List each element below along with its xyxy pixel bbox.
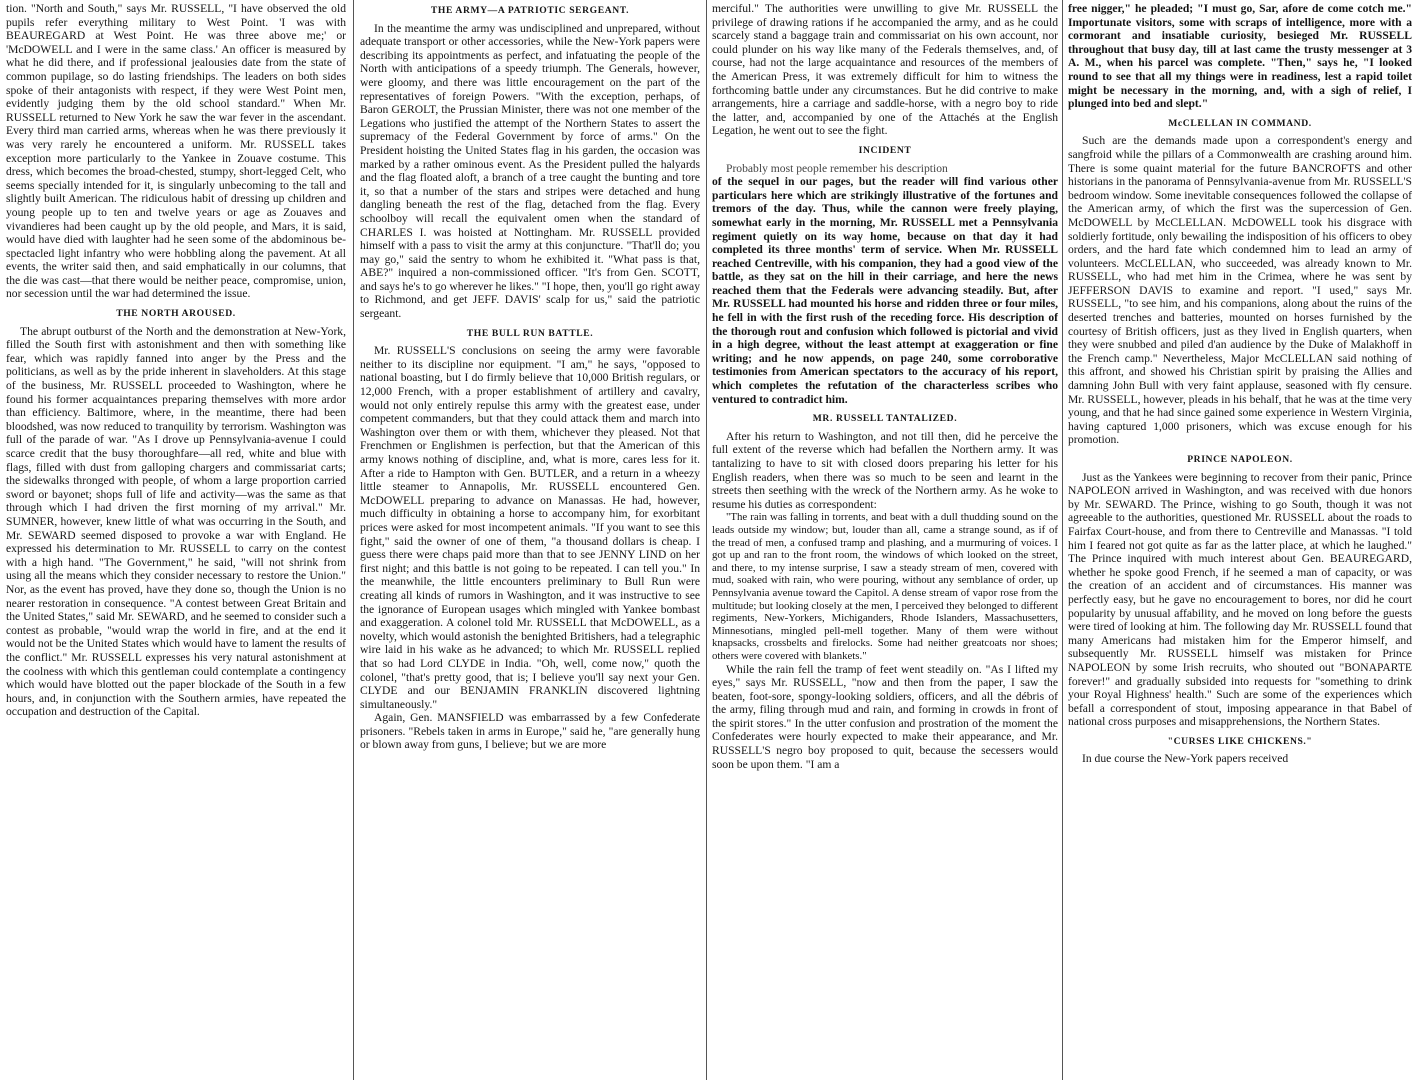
paragraph: tion. "North and South," says Mr. RUSSELL, "I have observed the old pupils refer everything military to West Point. 'I was with BEAUREGARD at West Point. He was three above me;' or 'McDOWELL and I were in the same class.' An officer is measured by what he did there, and if professional jealousies date from the state of common pupilage, so do lasting friendships. The leaders on both sides spoke of their antagonists with respect, if they were West Point men, evidently judging them by the old school standard." When Mr. RUSSELL returned to New York he saw the war fever in the ascendant. Every third man carried arms, whereas when he was there previously it was very rarely he encountered a uniform. Mr. RUSSELL takes exception more particularly to the Yankee in Zouave costume. This dress, which becomes the broad-chested, stumpy, short-legged Celt, who seems specially intended for it, is singularly unbecoming to the tall and slightly built American. The ridiculous habit of dressing up children and young people up to ten and twelve years or age as Zouaves and vivandieres had been caught up by the old people, and Mars, it is said, would have died with laughter had he seen some of the abdominous be-spectacled light infantry who were hobbling along the pavement. At all events, the writer said then, and said emphatically in our columns, that the die was cast—that there would be neither peace, compromise, union, nor secession until the war had determined the issue. <box>6 2 346 301</box>
column-rule <box>1062 0 1063 1080</box>
paragraph: The abrupt outburst of the North and the demonstration at New-York, filled the South first with astonishment and then with something like fear, which was rapidly fanned into anger by the Press and the politicians, as well as by the pride inherent in slaveholders. At this stage of the business, Mr. RUSSELL proceeded to Washington, where he found his former acquaintances preparing themselves with more ardor than efficiency. Baltimore, where, in the meantime, there had been bloodshed, was now reduced to tranquility by terrorism. Washington was full of the parade of war. "As I drove up Pennsylvania-avenue I could scarce credit that the busy thoroughfare—all red, white and blue with flags, filled with dust from galloping chargers and commissariat carts; the sidewalks thronged with people, of whom a large proportion carried sword or bayonet; shops full of life and activity—was the same as that through which I had driven the first morning of my arrival." Mr. SUMNER, however, knew little of what was occurring in the South, and Mr. SEWARD seemed disposed to provoke a war with England. He expressed his determination to Mr. RUSSELL to carry on the contest with a high hand. "The Government," he said, "will not shrink from using all the means which they consider necessary to restore the Union." Nor, as the event has proved, have they done so, though the Union is no nearer restoration in consequence. "A contest between Great Britain and the United States," said Mr. SEWARD, and he seemed to consider such a contest as probable, "would wrap the world in fire, and at the end it would not be the United States which would have to lament the results of the conflict." Mr. RUSSELL expresses his very natural astonishment at the coolness with which this gentleman could contemplate a contingency which would have blotted out the paper blockade of the South in a few hours, and, in conjunction with the Southern armies, have repeated the occupation and destruction of the Capital. <box>6 324 346 719</box>
section-heading: MR. RUSSELL TANTALIZED. <box>812 413 958 425</box>
section-heading: THE NORTH AROUSED. <box>116 308 236 320</box>
section-heading: "CURSES LIKE CHICKENS." <box>1167 735 1313 747</box>
column-4 <box>1068 2 1412 1078</box>
paragraph: Just as the Yankees were beginning to recover from their panic, Prince NAPOLEON arrived in Washington, and was received with due honors by Mr. SEWARD. The Prince, wishing to go South, though it was not agreeable to the authorities, questioned Mr. RUSSELL about the roads to Fairfax Court-house, and from there to Centreville and Manassas. "I told him I feared not got quite as far as the latter place, at which he laughed." The Prince inquired with much interest about Gen. BEAUREGARD, whether he spoke good French, if he seemed a man of capacity, or was the creation of an accident and of circumstances. His manner was perfectly easy, but he gave no encouragement to bores, nor did he court popularity by unusual affability, and he moved on long before the guests were tired of looking at him. The following day Mr. RUSSELL found that many Americans had mistaken him for the Emperor himself, and subsequently Mr. RUSSELL himself was mistaken for Prince NAPOLEON by some Irish recruits, who shouted out "BONAPARTE forever!" and gradually subsided into requests for "something to drink your Royal Highness' health." Such are some of the experiences which befall a correspondent of stout, imposing appearance in that Babel of national cross purposes and misapprehensions, the Northern States. <box>1068 470 1412 729</box>
quotation-paragraph: "The rain was falling in torrents, and beat with a dull thudding sound on the leads outside my window; but, louder than all, came a strange sound, as if of the tread of men, a confused tramp and plashing, and a murmuring of voices. I got up and ran to the front room, the windows of which looked on the street, and there, to my intense surprise, I saw a steady stream of men, covered with mud, soaked with rain, who were pouring, without any semblance of order, up Pennsylvania avenue toward the Capitol. A dense stream of vapor rose from the multitude; but looking closely at the men, I perceived they belonged to different regiments, New-Yorkers, Michiganders, Rhode Islanders, Massachusetters, Minnesotians, mingled pell-mell together. Many of them were without knapsacks, crossbelts and firelocks. Some had neither greatcoats nor shoes; others were covered with blankets." <box>712 511 1058 662</box>
section-heading: THE BULL RUN BATTLE. <box>466 327 594 339</box>
paragraph: Mr. RUSSELL'S conclusions on seeing the army were favorable neither to its discipline nor equipment. "I am," he says, "opposed to national boasting, but I do firmly believe that 10,000 British regulars, or 12,000 French, with a proper establishment of artillery and cavalry, would not only entirely repulse this army with the greatest ease, under competent commanders, but that they could attack them and march into Washington over them or with them, whichever they pleased. Not that Frenchmen or Englishmen is perfection, but that the American of this army knows nothing of discipline, and, what is more, cares less for it. After a ride to Hampton with Gen. BUTLER, and a return in a wheezy little steamer to Annapolis, Mr. RUSSELL encountered Gen. McDOWELL preparing to advance on Manassas. He had, however, much difficulty in obtaining a horse to accompany him, for exorbitant prices were asked for most incompetent animals. "If you want to see this fight," said the owner of one of them, "a thousand dollars is cheap. I guess there were chaps paid more than that to see JENNY LIND on her first night; and this battle is not going to be repeated. I can tell you." In the meanwhile, the little encounters preliminary to Bull Run were creating all kinds of rumors in Washington, and it was instructive to see the ignorance of European usages which mingled with Yankee bombast and exaggeration. A colonel told Mr. RUSSELL that McDOWELL, as a novelty, which would astonish the benighted Britishers, had a telegraphic wire laid in his wake as he advanced; to which Mr. RUSSELL replied that so had Lord CLYDE in India. "Oh, well, come now," quoth the colonel, "that's pretty good, that is; I believe you'll say next your Gen. CLYDE and our BENJAMIN FRANKLIN discovered lightning simultaneously." <box>360 344 700 711</box>
section-heading: McCLELLAN IN COMMAND. <box>1168 117 1312 129</box>
column-3 <box>712 2 1058 1078</box>
section-heading: PRINCE NAPOLEON. <box>1187 454 1293 465</box>
paragraph: In due course the New-York papers received <box>1082 752 1289 766</box>
paragraph: Again, Gen. MANSFIELD was embarrassed by a few Confederate prisoners. "Rebels taken in arms in Europe," said he, "are generally hung or blown away from guns, I believe; but we are more <box>360 711 700 752</box>
paragraph: Probably most people remember his description <box>726 161 948 175</box>
paragraph: merciful." The authorities were unwilling to give Mr. RUSSELL the privilege of drawing rations if he accompanied the army, and as he could scarcely stand a baggage train and commissariat on his own account, nor could plunder on his way like many of the Federals themselves, and, of course, had not the large acquaintance and resources of the members of the American Press, it was extremely difficult for him to witness the forthcoming battle under any circumstances. But he did contrive to make arrangements, hire a carriage and saddle-horse, with a negro boy to ride the latter, and, accompanied by one of the Attachés at the English Legation, he went out to see the fight. <box>712 2 1058 138</box>
column-rule <box>353 0 354 1080</box>
paragraph: Such are the demands made upon a correspondent's energy and sangfroid while the pillars of a Commonwealth are crashing around him. There is some quaint material for the future BANCROFTS and other historians in the panorama of Pennsylvania-avenue from Mr. RUSSELL'S bedroom window. Some inevitable consequences followed the collapse of the American army, of which the first was the supercession of Gen. McDOWELL by McCLELLAN. McDOWELL took his disgrace with soldierly fortitude, only bewailing the indisposition of his officers to obey orders, and the hard fate which condemned him to lead an army of volunteers. McCLELLAN, who succeeded, was already known to Mr. RUSSELL, who had met him in the Crimea, where he was sent by JEFFERSON DAVIS to examine and report. "I used," says Mr. RUSSELL, "to see him, and his companions, along about the ruins of the deserted trenches and batteries, mounted on horses furnished by the courtesy of British officers, just as they lived in English quarters, when they were snubbed and piled d'an audience by the Duke of Malakhoff in the French camp." Nevertheless, Major McCLELLAN said nothing of this affront, and showed his Christian spirit by praising the Allies and damning John Bull with very faint applause, seasoned with fly censure. Mr. RUSSELL, however, pleads in his behalf, that he was at the time very young, and that he had since gained some experience in Western Virginia, having captured 1,000 prisoners, which was excuse enough for his promotion. <box>1068 134 1412 447</box>
paragraph: of the sequel in our pages, but the reader will find various other particulars here which are strikingly illustrative of the fortunes and tremors of the day. Thus, while the cannon were freely playing, somewhat early in the morning, Mr. RUSSELL met a Pennsylvania regiment quietly on its way home, because on that day it had completed its three months' term of service. When Mr. RUSSELL reached Centreville, with his companion, they had a good view of the battle, as they sat on the hill in their carriage, and here the news reached them that the Federals were advancing steadily. But, after Mr. RUSSELL had mounted his horse and ridden three or four miles, he fell in with the first rush of the receding force. His description of the thorough rout and confusion which followed is pictorial and vivid in a high degree, without the least attempt at exaggeration or fine writing; and he now appends, on page 240, some corroborative testimonies from American spectators to the accuracy of his report, which completes the refutation of the characterless scribes who ventured to contradict him. <box>712 175 1058 406</box>
paragraph: In the meantime the army was undisciplined and unprepared, without adequate transport or other accessories, while the New-York papers were describing its appointments as perfect, and infatuating the people of the North with anticipations of a speedy triumph. The Generals, however, were gloomy, and there was little encouragement on the part of the representatives of foreign Powers. "With the exception, perhaps, of Baron GEROLT, the Prussian Minister, there was not one member of the Legations who justified the attempt of the Northern States to assert the supremacy of the Federal Government by force of arms." On the President hoisting the United States flag in his garden, the occasion was marked by a rather ominous event. As the President pulled the halyards and the flag floated aloft, a branch of a tree caught the bunting and tore it, so that a number of the stars and stripes were detached and hung dangling beneath the rest of the flag, detached from the flag. Every schoolboy will recall the equivalent omen when the standard of CHARLES I. was hoisted at Nottingham. Mr. RUSSELL provided himself with a pass to visit the army at this conjuncture. "That'll do; you may go," said the sentry to whom he exhibited it. "What pass is that, ABE?" inquired a non-commissioned officer. "It's from Gen. SCOTT, and says he's to go wherever he likes." "I hope, then, you'll go right away to Richmond, and get JEFF. DAVIS' scalp for us," said the patriotic sergeant. <box>360 21 700 321</box>
column-rule <box>706 0 707 1080</box>
section-heading: INCIDENT <box>858 144 912 156</box>
section-heading: THE ARMY—A PATRIOTIC SERGEANT. <box>430 5 630 16</box>
paragraph: After his return to Washington, and not till then, did he perceive the full extent of the reverse which had befallen the Northern army. It was tantalizing to have to sit with closed doors preparing his letter for his English readers, when there was so much to be seen and learnt in the streets then seething with the wreck of the Northern army. As he woke to resume his duties as correspondent: <box>712 429 1058 511</box>
column-2 <box>360 2 700 1078</box>
column-1 <box>6 2 346 1078</box>
paragraph: While the rain fell the tramp of feet went steadily on. "As I lifted my eyes," says Mr. RUSSELL, "now and then from the paper, I saw the beaten, foot-sore, spongy-looking soldiers, officers, and all the débris of the army, filing through mud and rain, and forming in crowds in front of the spirit stores." In the utter confusion and prostration of the moment the Confederates were hourly expected to make their appearance, and Mr. RUSSELL'S negro boy proposed to quit, because the secessers would soon be upon them. "I am a <box>712 662 1058 771</box>
paragraph: free nigger," he pleaded; "I must go, Sar, afore de come cotch me." Importunate visitors, some with scraps of intelligence, more with a cormorant and insatiable curiosity, besieged Mr. RUSSELL throughout that busy day, till at last came the trusty messenger at 3 A. M., when his parcel was complete. "Then," says he, "I looked round to see that all my things were in readiness, lest a rapid toilet might be necessary in the morning, and, with a sigh of relief, I plunged into bed and slept." <box>1068 2 1412 111</box>
